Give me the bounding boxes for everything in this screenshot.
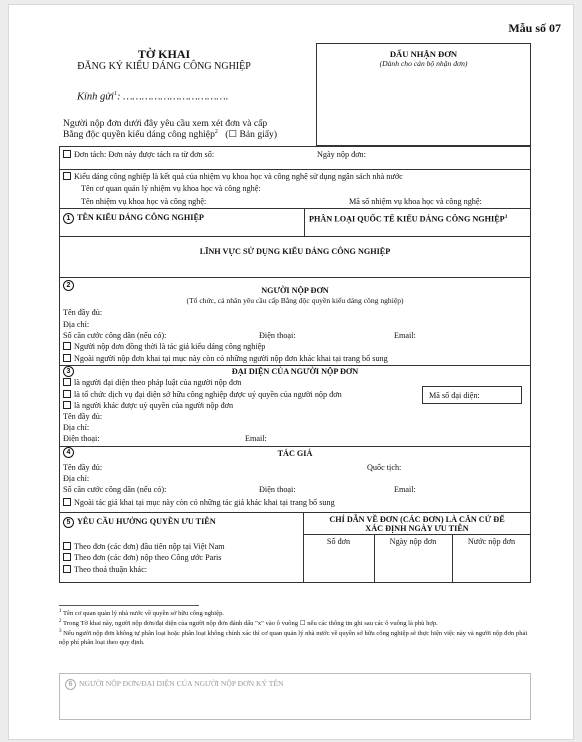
divisional-filing-date: Ngày nộp đơn:: [317, 150, 366, 159]
divisional-option[interactable]: Đơn tách: Đơn này được tách ra từ đơn số:: [63, 150, 214, 160]
science-task-option[interactable]: Kiểu dáng công nghiệp là kết quả của nhiệm vụ khoa học và công nghệ sử dụng ngân sách nhà nước: [63, 172, 403, 182]
divider: [59, 208, 531, 209]
representative-title: ĐẠI DIỆN CỦA NGƯỜI NỘP ĐƠN: [231, 367, 359, 376]
section-number-icon: 4: [63, 447, 74, 458]
form-subtitle: ĐĂNG KÝ KIỂU DÁNG CÔNG NGHIỆP: [77, 61, 251, 72]
footnote-1: $^1$ Tên cơ quan quản lý nhà nước về quyền sở hữu công nghiệp.: [59, 609, 225, 618]
checkbox[interactable]: [63, 378, 71, 386]
author-email: Email:: [394, 485, 416, 494]
receipt-title: DẤU NHẬN ĐƠN: [389, 49, 458, 59]
footnotes: [59, 608, 531, 647]
divider: [59, 446, 531, 447]
legal-representative-option[interactable]: là người đại diện theo pháp luật của người nộp đơn: [63, 378, 241, 388]
other-authorized-option[interactable]: là người khác được uỷ quyền của người nộp đơn: [63, 401, 233, 411]
footnote-ref-1: 1: [113, 91, 117, 97]
request-line-2: Bằng độc quyền kiểu dáng công nghiệp$^2$ (☐ Bản giấy): [63, 129, 278, 141]
receipt-stamp-box: [316, 43, 531, 146]
author-title: TÁC GIẢ: [277, 449, 313, 458]
checkbox[interactable]: [63, 390, 71, 398]
column-filing-country: Nước nộp đơn: [467, 537, 516, 546]
addressee-label: Kính gửi: [77, 91, 114, 103]
science-agency: Tên cơ quan quản lý nhiệm vụ khoa học và công nghệ:: [81, 184, 261, 193]
checkbox[interactable]: [63, 565, 71, 573]
representative-code-label: Mã số đại diện:: [429, 391, 480, 400]
addressee-line[interactable]: [77, 91, 228, 103]
section-number-icon: 2: [63, 280, 74, 291]
representative-address: Địa chỉ:: [63, 423, 90, 432]
other-applicants-option[interactable]: Ngoài người nộp đơn khai tại mục này còn có những người nộp đơn khác khai tại trang bổ sung: [63, 354, 388, 364]
applicant-title: NGƯỜI NỘP ĐƠN: [261, 286, 329, 295]
checkbox[interactable]: [63, 553, 71, 561]
science-task-code: Mã số nhiệm vụ khoa học và công nghệ:: [349, 197, 482, 206]
section-5-title: 5 YÊU CẦU HƯỞNG QUYỀN ƯU TIÊN: [63, 517, 216, 528]
science-task-name: Tên nhiệm vụ khoa học và công nghệ:: [81, 197, 207, 206]
footnote-3: $^3$ Nếu người nộp đơn không tự phân loại hoặc phân loại không chính xác thì cơ quan quản lý nhà nước về quyền sở hữu công nghiệp sẽ thực hiện việc này và người nộp đơn phải nộp phí phân loại theo quy định.: [59, 629, 528, 646]
divider: [59, 365, 531, 366]
checkbox[interactable]: [63, 354, 71, 362]
applicant-note: (Tổ chức, cá nhân yêu cầu cấp Bằng độc quyền kiểu dáng công nghiệp): [186, 296, 404, 305]
representative-phone: Điện thoại:: [63, 434, 100, 443]
applicant-id: Số căn cước công dân (nếu có):: [63, 331, 167, 340]
receipt-note: (Dành cho cán bộ nhận đơn): [379, 59, 468, 68]
section-number-icon: 6: [65, 679, 76, 690]
checkbox[interactable]: [63, 498, 71, 506]
request-line-1: Người nộp đơn dưới đây yêu cầu xem xét đơn và cấp: [63, 118, 268, 129]
representative-full-name: Tên đầy đủ:: [63, 412, 103, 421]
section-1-title: 1 TÊN KIỂU DÁNG CÔNG NGHIỆP: [63, 213, 204, 224]
signature-box[interactable]: [59, 673, 531, 720]
author-full-name: Tên đầy đủ:: [63, 463, 103, 472]
divider: [59, 169, 531, 170]
form-page: [8, 4, 574, 740]
author-address: Địa chỉ:: [63, 474, 90, 483]
checkbox[interactable]: [63, 342, 71, 350]
priority-paris-option[interactable]: Theo đơn (các đơn) nộp theo Công ước Paris: [63, 553, 221, 563]
footnote-separator: [59, 605, 199, 606]
addressee-dots: : …………………………….: [116, 91, 229, 103]
ip-agency-option[interactable]: là tổ chức dịch vụ đại diện sở hữu công nghiệp được uỷ quyền của người nộp đơn: [63, 390, 342, 400]
representative-code-box[interactable]: [422, 386, 522, 404]
section-number-icon: 1: [63, 213, 74, 224]
applicant-address: Địa chỉ:: [63, 320, 90, 329]
applicant-full-name: Tên đầy đủ:: [63, 308, 103, 317]
representative-email: Email:: [245, 434, 267, 443]
section-number-icon: 3: [63, 366, 74, 377]
checkbox[interactable]: [63, 150, 71, 158]
divider: [59, 236, 531, 237]
other-authors-option[interactable]: Ngoài tác giả khai tại mục này còn có những tác giả khác khai tại trang bổ sung: [63, 498, 335, 508]
priority-vietnam-option[interactable]: Theo đơn (các đơn) đầu tiên nộp tại Việt Nam: [63, 542, 225, 552]
author-id: Số căn cước công dân (nếu có):: [63, 485, 167, 494]
divider: [59, 512, 531, 513]
checkbox[interactable]: [63, 542, 71, 550]
divider: [303, 534, 531, 535]
divider: [304, 208, 305, 236]
form-number: Mẫu số 07: [508, 21, 561, 35]
checkbox[interactable]: [63, 172, 71, 180]
priority-basis-line-1: CHỈ DẪN VỀ ĐƠN (CÁC ĐƠN) LÀ CĂN CỨ ĐỂ: [329, 515, 505, 524]
applicant-email: Email:: [394, 331, 416, 340]
section-number-icon: 5: [63, 517, 74, 528]
applicant-phone: Điện thoại:: [259, 331, 296, 340]
field-of-use-label: LĨNH VỰC SỬ DỤNG KIỂU DÁNG CÔNG NGHIỆP: [199, 247, 391, 256]
paper-copy-option[interactable]: (☐ Bản giấy): [225, 129, 278, 141]
classification-label: PHÂN LOẠI QUỐC TẾ KIỂU DÁNG CÔNG NGHIỆP$^3$: [309, 214, 508, 224]
checkbox[interactable]: [63, 401, 71, 409]
form-title: TỜ KHAI: [137, 47, 191, 61]
divider: [59, 277, 531, 278]
applicant-is-author-option[interactable]: Người nộp đơn đồng thời là tác giả kiểu dáng công nghiệp: [63, 342, 265, 352]
priority-basis-line-2: XÁC ĐỊNH NGÀY ƯU TIÊN: [365, 524, 469, 533]
priority-other-option[interactable]: Theo thoả thuận khác:: [63, 565, 147, 575]
column-application-number: Số đơn: [326, 537, 351, 546]
author-nationality: Quốc tịch:: [367, 463, 402, 472]
footnote-2: $^2$ Trong Tờ khai này, người nộp đơn/đại diện của người nộp đơn đánh dấu "x" vào ô vuông ☐ nếu các thông tin ghi sau các ô vuông là phù hợp.: [59, 619, 438, 628]
column-filing-date: Ngày nộp đơn: [389, 537, 437, 546]
author-phone: Điện thoại:: [259, 485, 296, 494]
signature-label: 6 NGƯỜI NỘP ĐƠN/ĐẠI DIỆN CỦA NGƯỜI NỘP ĐƠN KÝ TÊN: [65, 679, 284, 690]
